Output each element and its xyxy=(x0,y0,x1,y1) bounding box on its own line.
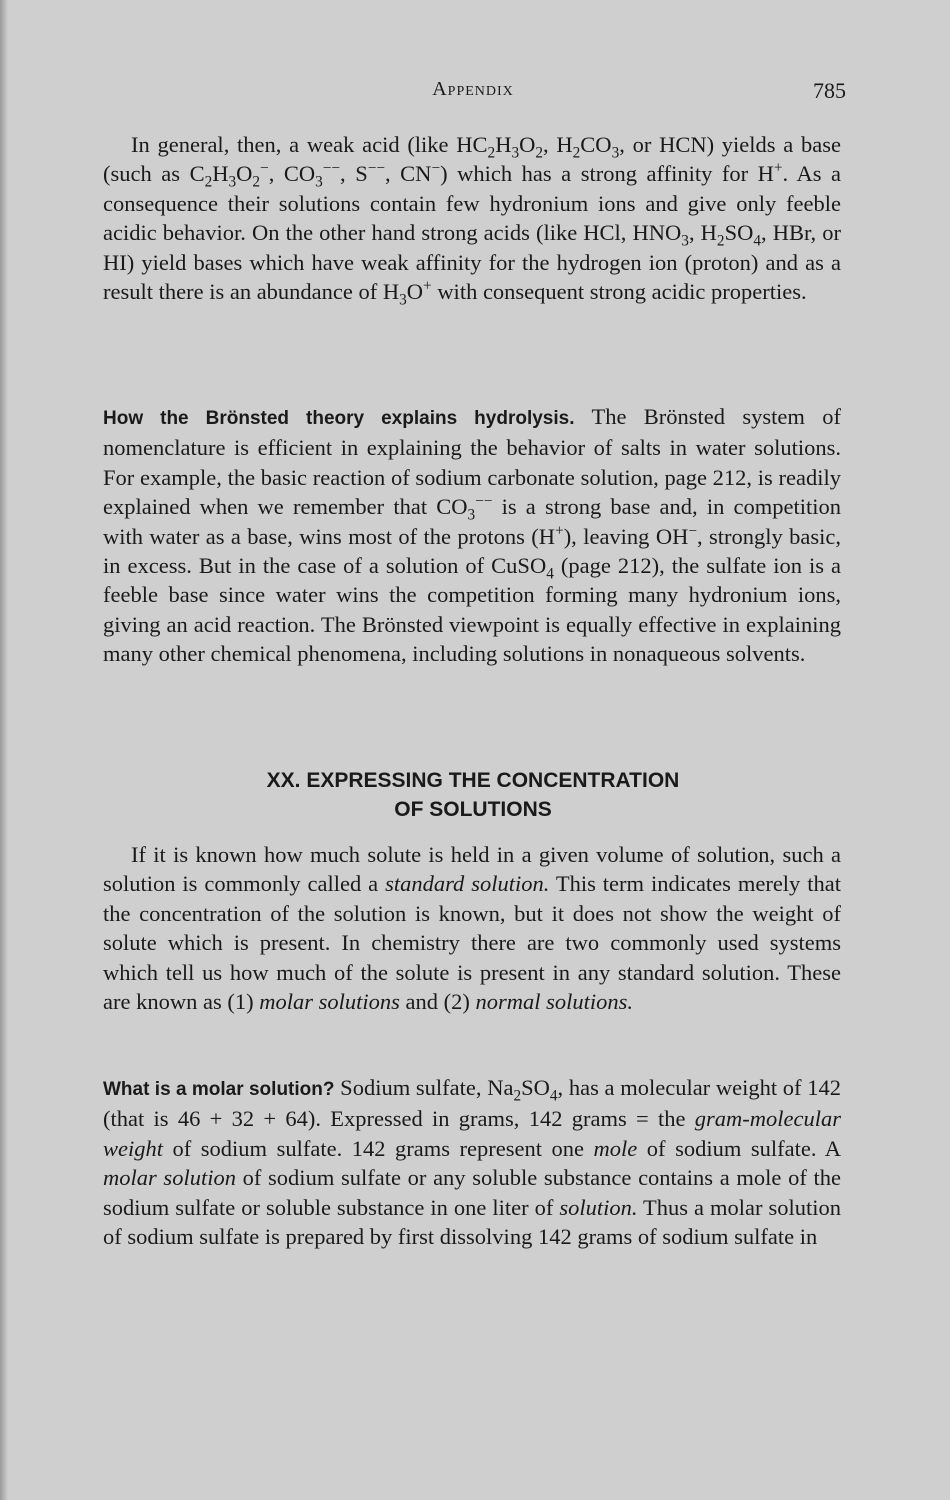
paragraph-lead-heading: What is a molar solution? xyxy=(103,1079,335,1100)
running-title: Appendix xyxy=(432,78,514,100)
paragraph-molar-solution: What is a molar solution? Sodium sulfate, $Na_2SO_4$, has a molecular weight of 142 (that is 46 + 32 + 64). Expressed in grams, 142 grams = the gram-molecular weight of sodium sulfate. 142 grams represent one mole of sodium sulfate. A molar solution of sodium sulfate or any soluble substance contains a mole of the sodium sulfate or soluble substance in one liter of solution. Thus a molar solution of sodium sulfate is prepared by first dissolving 142 grams of sodium sulfate in xyxy=(103,1075,841,1250)
running-header xyxy=(100,78,846,106)
page-number: 785 xyxy=(813,78,846,103)
paragraph-lead-heading: How the Brönsted theory explains hydrolysis. xyxy=(103,408,575,429)
section-heading: XX. EXPRESSING THE CONCENTRATION OF SOLUTIONS xyxy=(266,769,680,821)
paragraph-standard-solutions: If it is known how much solute is held in a given volume of solution, such a solution is commonly called a standard solution. This term indicates merely that the concentration of the solution is known, but it does not show the weight of solute which is present. In chemistry there are two commonly used systems which tell us how much of the solute is present in any standard solution. These are known as (1) molar solutions and (2) normal solutions. xyxy=(103,842,841,1015)
paragraph-weak-strong-acids: In general, then, a weak acid (like $HC_2H_3O_2$, $H_2CO_3$, or HCN) yields a base (such as $C_2H_3O_2^-$, $CO_3^{--}$, S−−, CN−) which has a strong affinity for H+. As a consequence their solutions contain few hydronium ions and give only feeble acidic behavior. On the other hand strong acids (like HCl, $HNO_3$, $H_2SO_4$, HBr, or HI) yield bases which have weak affinity for the hydrogen ion (proton) and as a result there is an abundance of $H_3O^+$ with consequent strong acidic properties. xyxy=(103,132,842,309)
paragraph-bronsted-hydrolysis: How the Brönsted theory explains hydrolysis. The Brönsted system of nomenclature is efficient in explaining the behavior of salts in water solutions. For example, the basic reaction of sodium carbonate solution, page 212, is readily explained when we remember that $CO_3^{--}$ is a strong base and, in competition with water as a base, wins most of the protons (H+), leaving OH−, strongly basic, in excess. But in the case of a solution of CuSO$_4$ (page 212), the sulfate ion is a feeble base since water wins the competition forming many hydronium ions, giving an acid reaction. The Brönsted viewpoint is equally effective in explaining many other chemical phenomena, including solutions in nonaqueous solvents. xyxy=(103,404,841,667)
